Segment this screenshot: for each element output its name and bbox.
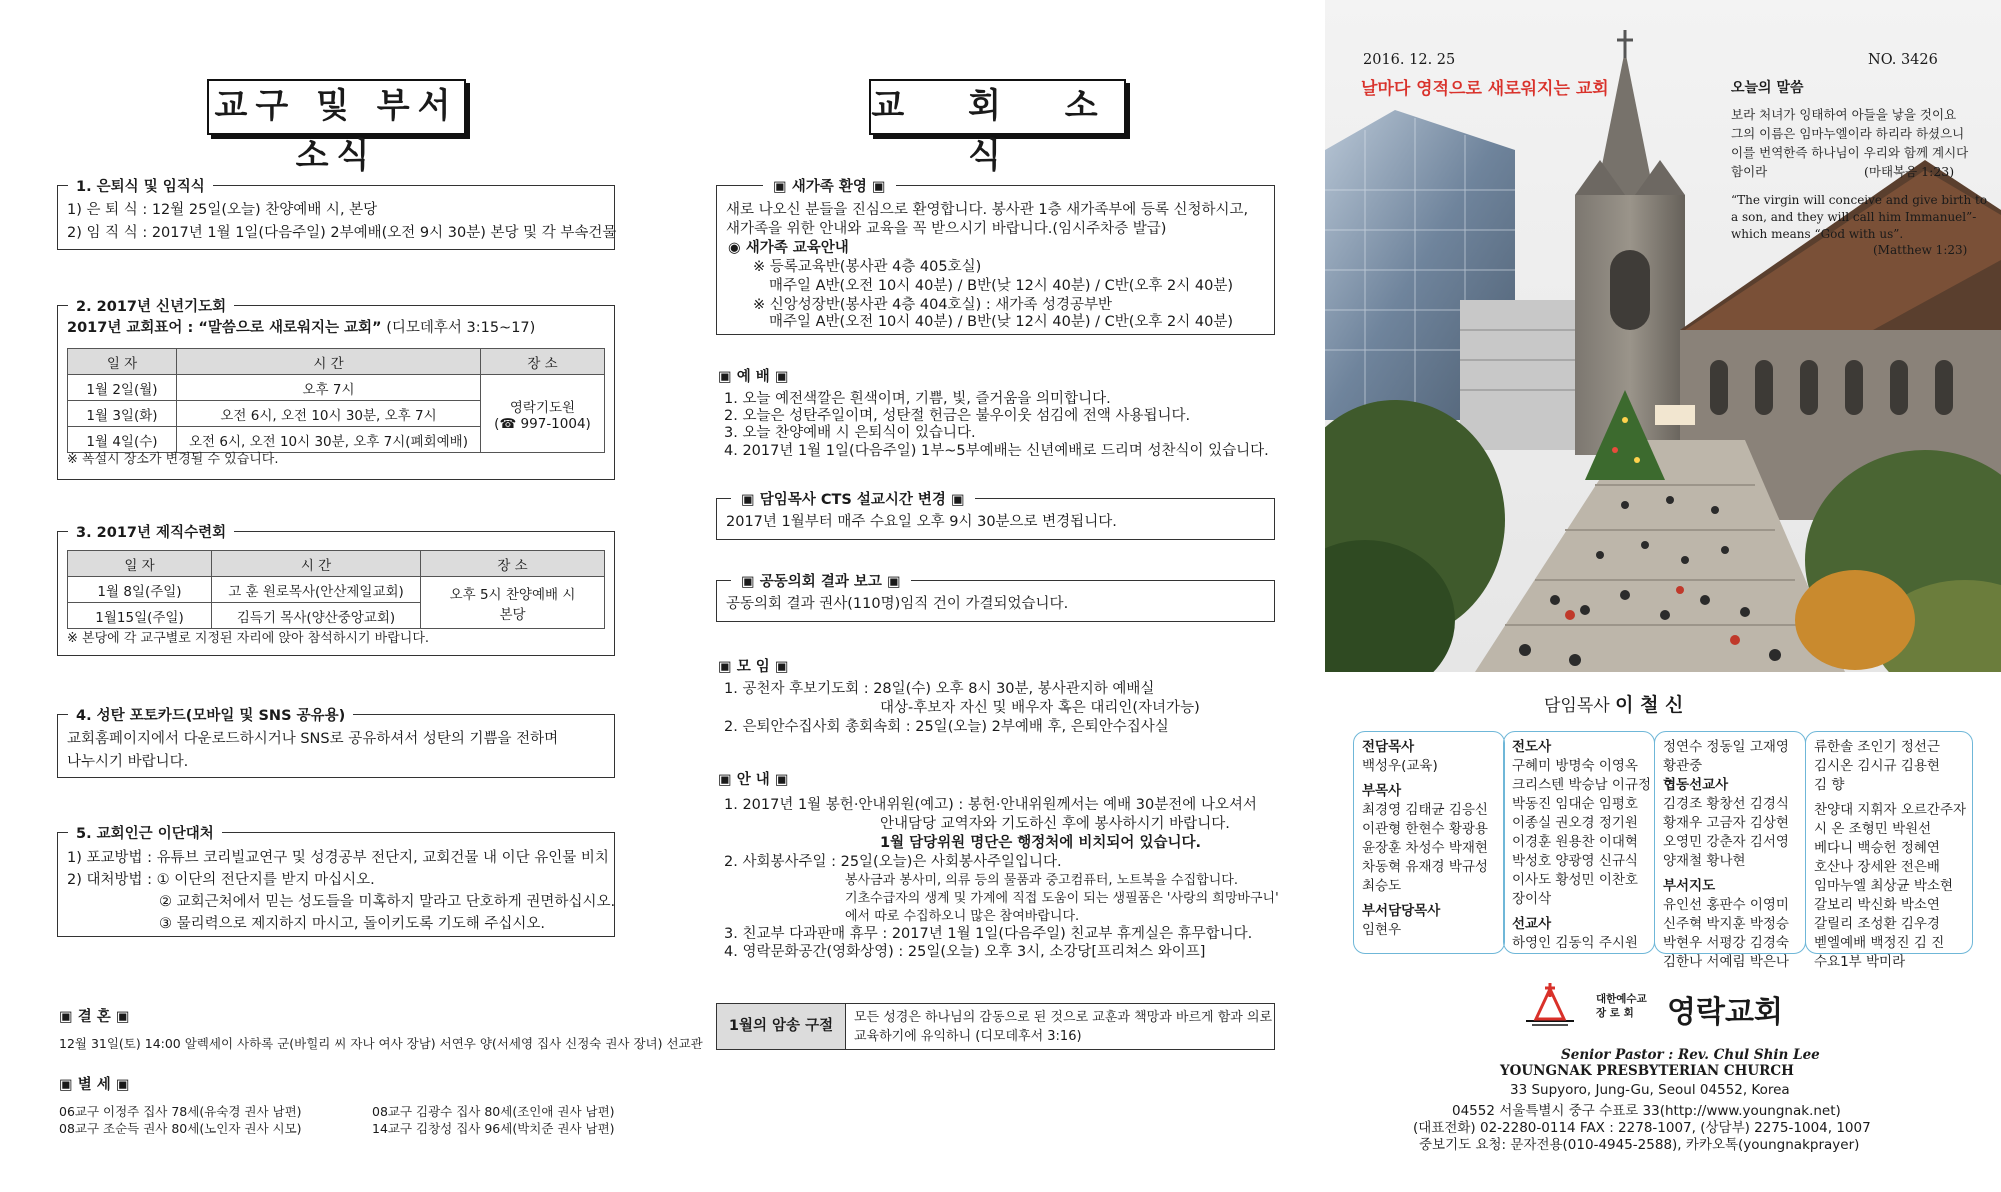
heresy-line: ② 교회근처에서 믿는 성도들을 미혹하지 말라고 단호하게 권면하십시오. <box>159 894 616 910</box>
notice-line: 3. 친교부 다과판매 휴무 : 2017년 1월 1일(다음주일) 친교부 휴게실은 휴무합니다. <box>724 926 1253 942</box>
staff-names: 최승도 <box>1362 878 1402 894</box>
photocard-text: 교회홈페이지에서 다운로드하시거나 SNS로 공유하셔서 성탄의 기쁨을 전하며 <box>67 731 559 747</box>
staff-names: 시 온 조형민 박원선 <box>1814 821 1932 837</box>
notice-line: 1. 2017년 1월 봉헌·안내위원(예고) : 봉헌·안내위원께서는 예배 30분전에 나오셔서 <box>724 797 1257 813</box>
officer-retreat-section <box>57 525 615 656</box>
staff-names: 유인선 홍판수 이영미 <box>1663 897 1789 913</box>
retirement-line: 1) 은 퇴 식 : 12월 25일(오늘) 찬양예배 시, 본당 <box>67 202 378 218</box>
meeting-line: 대상-후보자 자신 및 배우자 혹은 대리인(자녀가능) <box>880 700 1200 716</box>
verse-en-line: “The virgin will conceive and give birth to <box>1731 193 1988 207</box>
worship-line: 2. 오늘은 성탄주일이며, 성탄절 헌금은 불우이웃 섬김에 전액 사용됩니다. <box>724 408 1191 424</box>
left-page-title: 교구 및 부서소식 <box>207 79 466 135</box>
church-name: 영락교회 <box>1667 995 1783 1030</box>
newcomer-line: ※ 신앙성장반(봉사관 4층 404호실) : 새가족 성경공부반 <box>753 297 1113 313</box>
notice-line: 2. 사회봉사주일 : 25일(오늘)은 사회봉사주일입니다. <box>724 854 1062 870</box>
church-motto: 2017년 교회표어 : “말씀으로 새로워지는 교회” (디모데후서 3:15~17) <box>67 320 536 336</box>
staff-role-heading: 부서담당목사 <box>1362 903 1441 919</box>
newcomer-section <box>716 179 1275 335</box>
newyear-prayer-table: 일 자 시 간 장 소 1월 2일(월) 오후 7시 영락기도원 (☎ 997-1004) 1월 3일(화) 오전 6시, 오전 10시 30분, 오후 7시 1월 4일(수) 오전 6시, 오전 10시 30분, 오후 7시(폐회예배) <box>67 348 605 453</box>
notice-line: 에서 따로 수집하오니 많은 참여바랍니다. <box>845 909 1080 924</box>
staff-role-heading: 선교사 <box>1512 916 1552 932</box>
funeral-item: 14교구 김창성 집사 96세(박치준 권사 남편) <box>372 1121 615 1136</box>
snow-note: ※ 폭설시 장소가 변경될 수 있습니다. <box>67 452 279 467</box>
church-logo-icon <box>1520 983 1580 1029</box>
verse-ko-ref: (마태복음 1:23) <box>1864 164 1955 179</box>
council-section <box>716 574 1275 622</box>
staff-names: 신주혁 박지훈 박정승 <box>1663 916 1789 932</box>
en-church-name: YOUNGNAK PRESBYTERIAN CHURCH <box>1500 1063 1794 1079</box>
staff-role-heading: 전담목사 <box>1362 739 1415 755</box>
staff-names: 장이삭 <box>1512 891 1552 907</box>
funeral-header: ▣ 별 세 ▣ <box>59 1077 130 1093</box>
memory-verse-label: 1월의 암송 구절 <box>717 1004 846 1049</box>
church-slogan: 날마다 영적으로 새로워지는 교회 <box>1361 79 1609 99</box>
notice-line: 안내담당 교역자와 기도하신 후에 봉사하시기 바랍니다. <box>880 816 1230 832</box>
staff-role-heading: 협동선교사 <box>1663 777 1729 793</box>
verse-ko-line: 보라 처녀가 잉태하여 아들을 낳을 것이요 <box>1731 107 1957 122</box>
verse-en-line: which means “God with us”. <box>1731 227 1904 241</box>
staff-column-2 <box>1503 731 1655 954</box>
newcomer-line: 매주일 A반(오전 10시 40분) / B반(낮 12시 40분) / C반(오후 2시 40분) <box>769 314 1234 330</box>
staff-names: 백성우(교육) <box>1362 758 1438 774</box>
verse-ko-line: 이를 번역한즉 하나님이 우리와 함께 계시다 <box>1731 145 1969 160</box>
korean-address: 04552 서울특별시 중구 수표로 33(http://www.youngnak.net) <box>1452 1103 1841 1119</box>
staff-names: 임마누엘 최상균 박소현 <box>1814 878 1953 894</box>
staff-names: 윤장훈 차성수 박재현 <box>1362 840 1488 856</box>
senior-pastor <box>1544 690 1683 717</box>
notice-line: 4. 영락문화공간(영화상영) : 25일(오늘) 오후 3시, 소강당[프리쳐스 와이프] <box>724 944 1206 960</box>
newcomer-line: 새가족을 위한 안내와 교육을 꼭 받으시기 바랍니다.(임시주차증 발급) <box>726 221 1167 237</box>
staff-column-4 <box>1805 731 1973 970</box>
notice-line: 1월 담당위원 명단은 행정처에 비치되어 있습니다. <box>880 835 1201 851</box>
staff-names: 김시온 김시규 김용현 <box>1814 758 1940 774</box>
staff-names: 박동진 임대순 임평호 <box>1512 796 1638 812</box>
newcomer-label: ▣ 새가족 환영 ▣ <box>763 175 896 196</box>
staff-names: 박현우 서평강 김경숙 <box>1663 935 1789 951</box>
council-label: ▣ 공동의회 결과 보고 ▣ <box>731 570 911 591</box>
staff-names: 이종실 권오경 정기원 <box>1512 815 1638 831</box>
funeral-item: 08교구 조순득 권사 80세(노인자 권사 시모) <box>59 1121 302 1136</box>
heresy-line: ③ 물리력으로 제지하지 마시고, 돌이키도록 기도해 주십시오. <box>159 916 546 932</box>
cts-label: ▣ 담임목사 CTS 설교시간 변경 ▣ <box>731 488 975 509</box>
notice-line: 기초수급자의 생계 및 가계에 직접 도움이 되는 생필품은 '사랑의 희망바구니' <box>845 891 1279 906</box>
staff-names: 임현우 <box>1362 922 1402 938</box>
meeting-line: 2. 은퇴안수집사회 총회속회 : 25일(오늘) 2부예배 후, 은퇴안수집사실 <box>724 719 1169 735</box>
staff-role-heading: 부서지도 <box>1663 878 1716 894</box>
notice-line: 봉사금과 봉사미, 의류 등의 물품과 중고컴퓨터, 노트북을 수집합니다. <box>845 873 1238 888</box>
staff-role-heading: 전도사 <box>1512 739 1552 755</box>
council-text: 공동의회 결과 권사(110명)임직 건이 가결되었습니다. <box>726 596 1069 612</box>
staff-names: 양재철 황나현 <box>1663 853 1746 869</box>
church-denomination: 대한예수교 <box>1596 993 1647 1005</box>
issue-number: NO. 3426 <box>1868 52 1938 68</box>
heresy-line: 2) 대처방법 : ① 이단의 전단지를 받지 마십시오. <box>67 872 375 888</box>
section-label: 4. 성탄 포토카드(모바일 및 SNS 공유용) <box>68 704 353 725</box>
officer-retreat-table: 일 자 시 간 장 소 1월 8일(주일) 고 훈 원로목사(안산제일교회) 오후 5시 찬양예배 시 본당 1월15일(주일) 김득기 목사(양산중앙교회) <box>67 550 605 629</box>
wedding-text: 12월 31일(토) 14:00 알렉세이 사하록 군(바힐리 씨 자나 여사 장남) 서연우 양(서세영 집사 신정숙 권사 장녀) 선교관 <box>59 1036 703 1051</box>
cts-section <box>716 492 1275 540</box>
staff-names: 이관형 한현수 황광용 <box>1362 821 1488 837</box>
notice-header: ▣ 안 내 ▣ <box>718 772 789 788</box>
staff-column-1 <box>1353 731 1505 954</box>
phone-info: (대표전화) 02-2280-0114 FAX : 2278-1007, (상담부) 2275-1004, 1007 <box>1413 1120 1871 1136</box>
staff-names: 황관중 <box>1663 758 1703 774</box>
meeting-line: 1. 공천자 후보기도회 : 28일(수) 오후 8시 30분, 봉사관지하 예배실 <box>724 681 1155 697</box>
verse-title: 오늘의 말씀 <box>1731 80 1804 96</box>
pastor-label: 담임목사 <box>1544 696 1610 716</box>
verse-ko-line: 그의 이름은 임마누엘이라 하리라 하셨으니 <box>1731 126 1965 141</box>
verse-en-ref: (Matthew 1:23) <box>1873 243 1968 257</box>
pastor-name: 이 철 신 <box>1615 694 1684 716</box>
heresy-line: 1) 포교방법 : 유튜브 코리빌교연구 및 성경공부 전단지, 교회건물 내 이단 유인물 비치 <box>67 850 609 866</box>
verse-en-line: a son, and they will call him Immanuel”- <box>1731 210 1977 224</box>
section-label: 2. 2017년 신년기도회 <box>68 295 234 316</box>
staff-names: 갈릴리 조성환 김우경 <box>1814 916 1940 932</box>
issue-date: 2016. 12. 25 <box>1363 52 1456 68</box>
verse-ko-line: 함이라 <box>1731 164 1768 179</box>
heresy-section <box>57 826 616 937</box>
staff-names: 정연수 정동일 고재영 <box>1663 739 1789 755</box>
staff-column-3 <box>1654 731 1806 970</box>
staff-names: 갈보리 박신화 박소연 <box>1814 897 1940 913</box>
staff-names: 김경조 황창선 김경식 <box>1663 796 1789 812</box>
newcomer-line: 매주일 A반(오전 10시 40분) / B반(낮 12시 40분) / C반(오후 2시 40분) <box>769 278 1234 294</box>
worship-line: 3. 오늘 찬양예배 시 은퇴식이 있습니다. <box>724 425 976 441</box>
section-label: 5. 교회인근 이단대처 <box>68 822 222 843</box>
staff-names: 이사도 황성민 이찬호 <box>1512 872 1638 888</box>
staff-names: 벧엘예배 백정진 김 진 <box>1814 935 1945 951</box>
funeral-item: 08교구 김광수 집사 80세(조인애 권사 남편) <box>372 1104 615 1119</box>
staff-role-heading: 부목사 <box>1362 783 1402 799</box>
staff-names: 김 향 <box>1814 777 1845 793</box>
staff-names: 이경훈 원용찬 이대혁 <box>1512 834 1638 850</box>
memory-verse-box <box>716 1003 1275 1050</box>
funeral-item: 06교구 이정주 집사 78세(유숙경 권사 남편) <box>59 1104 302 1119</box>
staff-names: 황재우 고금자 김상현 <box>1663 815 1789 831</box>
retirement-section <box>57 179 617 250</box>
worship-line: 4. 2017년 1월 1일(다음주일) 1부~5부예배는 신년예배로 드리며 성찬식이 있습니다. <box>724 443 1269 459</box>
photocard-section <box>57 708 615 778</box>
memory-verse-line: 교육하기에 유익하니 (디모데후서 3:16) <box>854 1029 1082 1044</box>
staff-names: 오영민 강춘자 김서영 <box>1663 834 1789 850</box>
staff-names: 류한솔 조인기 정선근 <box>1814 739 1940 755</box>
seating-note: ※ 본당에 각 교구별로 지정된 자리에 앉아 참석하시기 바랍니다. <box>67 631 430 646</box>
staff-names: 호산나 장세완 전은배 <box>1814 859 1940 875</box>
cts-text: 2017년 1월부터 매주 수요일 오후 9시 30분으로 변경됩니다. <box>726 514 1117 530</box>
prayer-request: 중보기도 요청: 문자전용(010-4945-2588), 카카오톡(youngnakprayer) <box>1419 1137 1860 1153</box>
english-address: 33 Supyoro, Jung-Gu, Seoul 04552, Korea <box>1510 1082 1790 1098</box>
photocard-text: 나누시기 바랍니다. <box>67 754 189 770</box>
middle-page-title: 교 회 소 식 <box>869 79 1126 135</box>
worship-header: ▣ 예 배 ▣ <box>718 369 789 385</box>
staff-names: 차동혁 유재경 박규성 <box>1362 859 1488 875</box>
staff-names: 크리스텐 박승남 이규정 <box>1512 777 1651 793</box>
wedding-header: ▣ 결 혼 ▣ <box>59 1009 130 1025</box>
section-label: 3. 2017년 제직수련회 <box>68 521 234 542</box>
staff-names: 구혜미 방명숙 이영옥 <box>1512 758 1638 774</box>
staff-names: 찬양대 지휘자 오르간주자 <box>1814 802 1967 818</box>
newcomer-line: 새로 나오신 분들을 진심으로 환영합니다. 봉사관 1층 새가족부에 등록 신청하시고, <box>726 202 1249 218</box>
staff-names: 하영인 김동익 주시원 <box>1512 935 1638 951</box>
church-photo <box>1325 0 2001 672</box>
meeting-header: ▣ 모 임 ▣ <box>718 659 789 675</box>
en-pastor: Senior Pastor : Rev. Chul Shin Lee <box>1561 1047 1820 1063</box>
staff-names: 박성호 양광영 신규식 <box>1512 853 1638 869</box>
newcomer-line: ※ 등록교육반(봉사관 4층 405호실) <box>753 259 982 275</box>
staff-names: 베다니 백승헌 정혜연 <box>1814 840 1940 856</box>
worship-line: 1. 오늘 예전색깔은 흰색이며, 기쁨, 빛, 즐거움을 의미합니다. <box>724 391 1111 407</box>
ordination-line: 2) 임 직 식 : 2017년 1월 1일(다음주일) 2부예배(오전 9시 30분) 본당 및 각 부속건물 <box>67 225 617 241</box>
newyear-prayer-section <box>57 299 615 480</box>
staff-names: 수요1부 박미라 <box>1814 954 1906 970</box>
newcomer-line: ◉ 새가족 교육안내 <box>728 240 849 256</box>
staff-names: 최경영 김태균 김응신 <box>1362 802 1488 818</box>
church-denomination: 장 로 회 <box>1596 1007 1634 1019</box>
memory-verse-line: 모든 성경은 하나님의 감동으로 된 것으로 교훈과 책망과 바르게 함과 의로 <box>854 1010 1273 1025</box>
staff-names: 김한나 서예림 박은나 <box>1663 954 1789 970</box>
section-label: 1. 은퇴식 및 임직식 <box>68 175 213 196</box>
